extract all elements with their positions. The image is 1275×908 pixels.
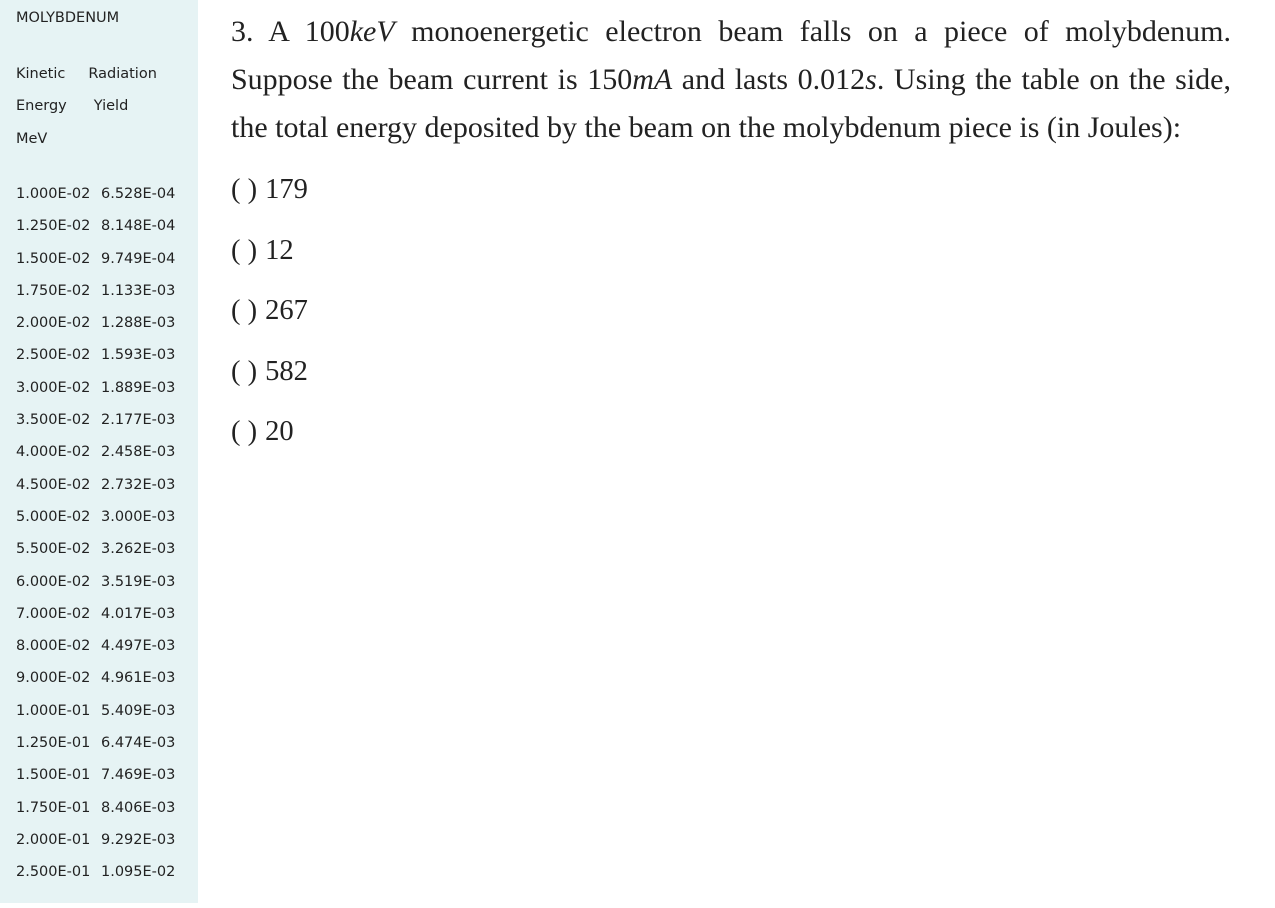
question-panel — [231, 8, 1231, 463]
radio-marker[interactable]: ( ) — [231, 234, 258, 266]
energy-cell: 3.500E-02 — [16, 412, 91, 429]
table-row — [16, 404, 181, 436]
energy-cell: 1.250E-02 — [16, 218, 91, 235]
table-row — [16, 824, 181, 856]
radio-marker[interactable]: ( ) — [231, 416, 258, 448]
header-kinetic: Kinetic — [16, 66, 66, 82]
question-text — [231, 8, 1231, 152]
table-row — [16, 598, 181, 630]
table-row — [16, 372, 181, 404]
header-mev: MeV — [16, 131, 48, 147]
yield-cell: 3.000E-03 — [101, 508, 176, 525]
header-row-3 — [16, 130, 47, 148]
table-row — [16, 339, 181, 371]
yield-cell: 9.292E-03 — [101, 831, 176, 848]
energy-cell: 8.000E-02 — [16, 638, 91, 655]
yield-cell: 6.528E-04 — [101, 186, 176, 202]
energy-cell: 4.500E-02 — [16, 476, 91, 493]
header-yield: Yield — [93, 98, 129, 114]
option-label: 179 — [265, 174, 308, 206]
yield-cell: 7.469E-03 — [101, 767, 176, 784]
energy-cell: 2.000E-01 — [16, 831, 91, 848]
energy-cell: 4.000E-02 — [16, 444, 91, 461]
option-label: 12 — [265, 234, 294, 266]
table-row — [16, 501, 181, 533]
yield-table-sidebar — [0, 0, 198, 903]
energy-cell: 1.250E-01 — [16, 735, 91, 752]
yield-cell: 1.133E-03 — [101, 282, 176, 299]
answer-option[interactable] — [231, 281, 1231, 342]
energy-cell: 5.500E-02 — [16, 541, 91, 558]
yield-cell: 8.406E-03 — [101, 799, 176, 816]
answer-options — [231, 160, 1231, 463]
header-row-1 — [16, 65, 157, 83]
yield-cell: 1.288E-03 — [101, 315, 176, 332]
yield-cell: 2.732E-03 — [101, 476, 176, 493]
yield-cell: 9.749E-04 — [101, 250, 176, 267]
yield-cell: 8.148E-04 — [101, 218, 176, 235]
unit-kev: keV — [349, 15, 395, 48]
radio-marker[interactable]: ( ) — [231, 295, 258, 327]
yield-cell: 5.409E-03 — [101, 702, 176, 719]
energy-cell: 1.750E-02 — [16, 282, 91, 299]
yield-cell: 1.593E-03 — [101, 347, 176, 364]
unit-s: s — [865, 63, 877, 96]
option-label: 20 — [265, 416, 294, 448]
energy-cell: 1.500E-01 — [16, 767, 91, 784]
table-row — [16, 856, 181, 888]
energy-cell: 9.000E-02 — [16, 670, 91, 687]
energy-cell: 3.000E-02 — [16, 379, 91, 396]
energy-cell: 2.000E-02 — [16, 315, 91, 332]
header-energy: Energy — [16, 98, 67, 114]
answer-option[interactable] — [231, 160, 1231, 221]
energy-cell: 1.000E-02 — [16, 186, 91, 202]
yield-table — [16, 178, 181, 889]
energy-cell: 1.000E-01 — [16, 702, 91, 719]
table-row — [16, 307, 181, 339]
question-number: 3. — [231, 15, 254, 48]
table-row — [16, 243, 181, 275]
yield-cell: 1.095E-02 — [101, 864, 176, 881]
table-title: MOLYBDENUM — [16, 10, 120, 26]
energy-cell: 1.750E-01 — [16, 799, 91, 816]
answer-option[interactable] — [231, 342, 1231, 403]
answer-option[interactable] — [231, 221, 1231, 282]
unit-ma: mA — [632, 63, 673, 96]
energy-cell: 5.000E-02 — [16, 508, 91, 525]
table-row — [16, 695, 181, 727]
energy-cell: 2.500E-01 — [16, 864, 91, 881]
question-text-part: monoenergetic electron beam falls on a piece of molybdenum. Suppose the beam current is 150 — [231, 15, 1231, 96]
table-row — [16, 469, 181, 501]
question-text-part: A 100 — [268, 15, 350, 48]
table-row — [16, 759, 181, 791]
table-row — [16, 727, 181, 759]
yield-cell: 4.497E-03 — [101, 638, 176, 655]
option-label: 582 — [265, 355, 308, 387]
yield-cell: 6.474E-03 — [101, 735, 176, 752]
table-row — [16, 210, 181, 242]
question-text-part: . Using the table on the side, the total energy deposited by the beam on the molybdenum piece is (in Joules): — [231, 63, 1232, 144]
yield-cell: 3.262E-03 — [101, 541, 176, 558]
table-row — [16, 792, 181, 824]
yield-cell: 4.017E-03 — [101, 605, 176, 622]
table-row — [16, 662, 181, 694]
energy-cell: 6.000E-02 — [16, 573, 91, 590]
header-row-2 — [16, 97, 128, 115]
yield-cell: 2.177E-03 — [101, 412, 176, 429]
yield-cell: 2.458E-03 — [101, 444, 176, 461]
energy-cell: 7.000E-02 — [16, 605, 91, 622]
radio-marker[interactable]: ( ) — [231, 174, 258, 206]
header-radiation: Radiation — [88, 66, 157, 82]
yield-cell: 3.519E-03 — [101, 573, 176, 590]
answer-option[interactable] — [231, 402, 1231, 463]
yield-cell: 1.889E-03 — [101, 379, 176, 396]
table-row — [16, 566, 181, 598]
option-label: 267 — [265, 295, 308, 327]
table-row — [16, 436, 181, 468]
energy-cell: 1.500E-02 — [16, 250, 91, 267]
radio-marker[interactable]: ( ) — [231, 355, 258, 387]
table-row — [16, 178, 181, 210]
table-row — [16, 630, 181, 662]
table-row — [16, 275, 181, 307]
energy-cell: 2.500E-02 — [16, 347, 91, 364]
question-text-part: and lasts 0.012 — [672, 63, 866, 96]
yield-cell: 4.961E-03 — [101, 670, 176, 687]
table-row — [16, 533, 181, 565]
